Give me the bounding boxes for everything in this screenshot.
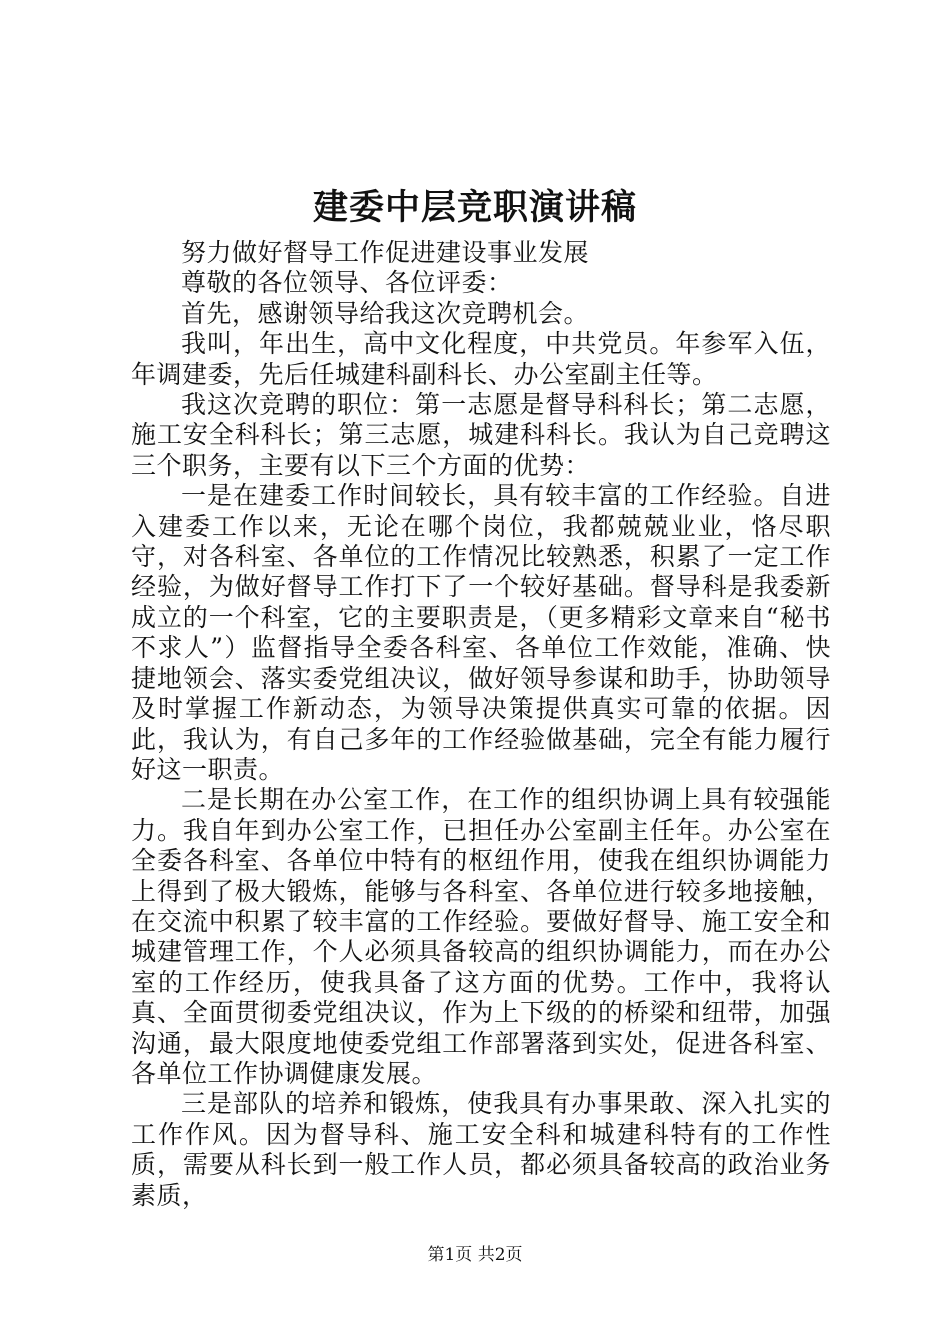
paragraph: 我这次竞聘的职位：第一志愿是督导科科长；第二志愿，施工安全科科长；第三志愿，城建科科长。我认为自己竞聘这三个职务，主要有以下三个方面的优势： (131, 390, 831, 480)
paragraph: 尊敬的各位领导、各位评委： (181, 268, 513, 298)
paragraph: 我叫，年出生，高中文化程度，中共党员。年参军入伍，年调建委，先后任城建科副科长、办公室副主任等。 (131, 329, 831, 389)
paragraph: 三是部队的培养和锻炼，使我具有办事果敢、深入扎实的工作作风。因为督导科、施工安全科和城建科特有的工作性质，需要从科长到一般工作人员，都必须具备较高的政治业务素质， (131, 1089, 831, 1210)
paragraph: 努力做好督导工作促进建设事业发展 (181, 238, 590, 267)
paragraph: 一是在建委工作时间较长，具有较丰富的工作经验。自进入建委工作以来，无论在哪个岗位，我都兢兢业业，恪尽职守，对各科室、各单位的工作情况比较熟悉，积累了一定工作经验，为做好督导工作打下了一个较好基础。督导科是我委新成立的一个科室，它的主要职责是，（更多精彩文章来自“秘书不求人”）监督指导全委各科室、各单位工作效能，准确、快捷地领会、落实委党组决议，做好领导参谋和助手，协助领导及时掌握工作新动态，为领导决策提供真实可靠的依据。因此，我认为，有自己多年的工作经验做基础，完全有能力履行好这一职责。 (131, 481, 831, 784)
paragraph: 二是长期在办公室工作，在工作的组织协调上具有较强能力。我自年到办公室工作，已担任办公室副主任年。办公室在全委各科室、各单位中特有的枢纽作用，使我在组织协调能力上得到了极大锻炼，能够与各科室、各单位进行较多地接触，在交流中积累了较丰富的工作经验。要做好督导、施工安全和城建管理工作，个人必须具备较高的组织协调能力，而在办公室的工作经历，使我具备了这方面的优势。工作中，我将认真、全面贯彻委党组决议，作为上下级的的桥梁和纽带，加强沟通，最大限度地使委党组工作部署落到实处，促进各科室、各单位工作协调健康发展。 (131, 785, 831, 1088)
document-title: 建委中层竞职演讲稿 (312, 187, 637, 228)
page-number: 第1页 共2页 (427, 1245, 523, 1265)
paragraph: 首先，感谢领导给我这次竞聘机会。 (181, 298, 590, 328)
document-body (131, 238, 831, 1211)
